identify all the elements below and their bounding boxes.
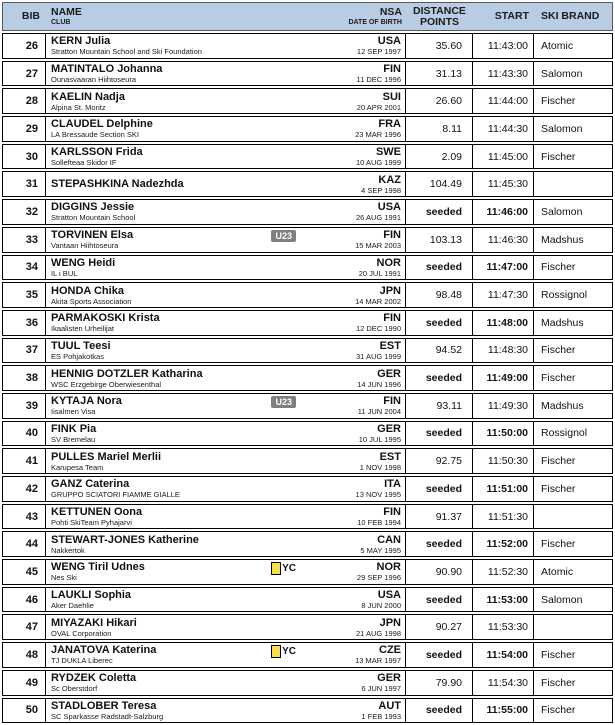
u23-badge: U23 xyxy=(271,230,296,242)
athlete-cell xyxy=(46,643,406,667)
ski-brand: Rossignol xyxy=(541,427,588,440)
nsa-code: AUT xyxy=(378,699,401,712)
nsa-header-label: NSA xyxy=(379,5,402,18)
athlete-name: KAELIN Nadja xyxy=(51,90,125,103)
distance-points: seeded xyxy=(406,699,473,723)
ski-brand xyxy=(534,505,612,529)
date-of-birth: 29 SEP 1996 xyxy=(356,573,401,583)
athlete-cell xyxy=(46,339,406,363)
bib-header-label: BIB xyxy=(21,10,40,22)
athlete-name: KARLSSON Frida xyxy=(51,146,143,159)
ski-brand: Fischer xyxy=(541,372,576,385)
ski-brand: Rossignol xyxy=(541,289,588,302)
athlete-name: DIGGINS Jessie xyxy=(51,201,135,214)
ski-brand: Fischer xyxy=(541,455,576,468)
start-time: 11:54:30 xyxy=(473,671,534,695)
table-row xyxy=(2,448,613,474)
nsa-code: FIN xyxy=(383,63,401,76)
athlete-name: WENG Heidi xyxy=(51,256,116,269)
athlete-cell xyxy=(46,588,406,612)
athlete-club: WSC Erzgebirge Oberwiesenthal xyxy=(51,379,162,389)
distance-points: 103.13 xyxy=(406,228,473,252)
athlete-name: HENNIG DOTZLER Katharina xyxy=(51,367,203,380)
yc-badge xyxy=(271,645,296,658)
ski-brand: Madshus xyxy=(541,316,584,329)
athlete-club: IL i BUL xyxy=(51,268,78,278)
yc-badge-label: YC xyxy=(282,646,296,658)
nsa-code: FIN xyxy=(383,506,401,519)
athlete-cell xyxy=(46,172,406,196)
badge-slot xyxy=(271,562,296,575)
athlete-cell xyxy=(46,366,406,390)
athlete-name: KYTAJA Nora xyxy=(51,395,122,408)
athlete-cell xyxy=(46,449,406,473)
distance-points: 92.75 xyxy=(406,449,473,473)
athlete-club: Sc Oberstdorf xyxy=(51,684,98,694)
bib-number: 33 xyxy=(3,228,46,252)
bib-number: 44 xyxy=(3,532,46,556)
date-of-birth: 31 AUG 1999 xyxy=(355,351,401,361)
ski-brand: Fischer xyxy=(541,648,576,661)
athlete-cell xyxy=(46,34,406,58)
table-row xyxy=(2,171,613,197)
date-of-birth: 10 JUL 1995 xyxy=(358,434,401,444)
athlete-name: HONDA Chika xyxy=(51,284,124,297)
bib-number: 36 xyxy=(3,311,46,335)
ski-brand: Fischer xyxy=(541,676,576,689)
bib-number: 34 xyxy=(3,256,46,280)
nsa-code: FRA xyxy=(378,118,401,131)
start-list-table xyxy=(2,2,613,723)
athlete-club: Ounasvaaran Hiihtoseura xyxy=(51,75,137,85)
bib-number: 38 xyxy=(3,366,46,390)
start-time: 11:44:00 xyxy=(473,89,534,113)
yellow-card-icon xyxy=(271,645,281,658)
athlete-cell xyxy=(46,699,406,723)
date-of-birth: 15 MAR 2003 xyxy=(355,241,401,251)
bib-number: 26 xyxy=(3,34,46,58)
table-row xyxy=(2,614,613,640)
yc-badge xyxy=(271,562,296,575)
bib-number: 41 xyxy=(3,449,46,473)
ski-brand: Madshus xyxy=(541,233,584,246)
table-row xyxy=(2,393,613,419)
distance-points: 90.90 xyxy=(406,560,473,584)
athlete-cell xyxy=(46,62,406,86)
yc-badge-label: YC xyxy=(282,563,296,575)
distance-points: 79.90 xyxy=(406,671,473,695)
ski-brand: Salomon xyxy=(541,122,583,135)
athlete-cell xyxy=(46,256,406,280)
bib-number: 45 xyxy=(3,560,46,584)
nsa-code: SWE xyxy=(375,146,401,159)
ski-brand: Fischer xyxy=(541,482,576,495)
ski-brand: Salomon xyxy=(541,67,583,80)
athlete-cell xyxy=(46,505,406,529)
start-time: 11:53:00 xyxy=(473,588,534,612)
athlete-club: Sollefteaa Skidor IF xyxy=(51,158,117,168)
table-row xyxy=(2,255,613,281)
table-row xyxy=(2,421,613,447)
bib-number: 27 xyxy=(3,62,46,86)
table-row xyxy=(2,698,613,724)
bib-number: 42 xyxy=(3,477,46,501)
athlete-cell xyxy=(46,422,406,446)
nsa-code: GER xyxy=(377,422,401,435)
date-of-birth: 14 MAR 2002 xyxy=(355,296,401,306)
bib-number: 31 xyxy=(3,172,46,196)
badge-slot xyxy=(271,396,296,408)
distance-points: seeded xyxy=(406,256,473,280)
athlete-cell xyxy=(46,560,406,584)
start-time: 11:46:30 xyxy=(473,228,534,252)
ski-brand: Fischer xyxy=(541,261,576,274)
athlete-cell xyxy=(46,477,406,501)
table-row xyxy=(2,33,613,59)
date-of-birth: 10 FEB 1994 xyxy=(357,518,401,528)
athlete-club: Vantaan Hiihtoseura xyxy=(51,241,119,251)
start-header-label: START xyxy=(494,10,529,22)
badge-slot xyxy=(271,230,296,242)
athlete-club: Iisalmen Visa xyxy=(51,407,96,417)
date-of-birth: 1 FEB 1993 xyxy=(361,711,401,721)
athlete-name: JANATOVA Katerina xyxy=(51,644,157,657)
table-row xyxy=(2,61,613,87)
date-of-birth: 8 JUN 2000 xyxy=(361,601,401,611)
start-time: 11:50:00 xyxy=(473,422,534,446)
distance-points: 2.09 xyxy=(406,145,473,169)
athlete-name: STEWART-JONES Katherine xyxy=(51,533,199,546)
nsa-code: NOR xyxy=(376,561,401,574)
start-time: 11:49:00 xyxy=(473,366,534,390)
nsa-code: GER xyxy=(377,672,401,685)
bib-number: 30 xyxy=(3,145,46,169)
nsa-code: SUI xyxy=(382,90,401,103)
table-row xyxy=(2,144,613,170)
distance-points: seeded xyxy=(406,311,473,335)
athlete-cell xyxy=(46,89,406,113)
distance-points: seeded xyxy=(406,200,473,224)
distance-points: seeded xyxy=(406,588,473,612)
date-of-birth: 11 JUN 2004 xyxy=(357,407,401,417)
nsa-code: ITA xyxy=(384,478,401,491)
ski-brand: Fischer xyxy=(541,344,576,357)
date-of-birth: 23 MAR 1996 xyxy=(355,130,401,140)
table-row xyxy=(2,365,613,391)
distance-points: 90.27 xyxy=(406,615,473,639)
bib-number: 50 xyxy=(3,699,46,723)
nsa-code: EST xyxy=(379,339,401,352)
date-of-birth: 21 AUG 1998 xyxy=(355,628,401,638)
table-header xyxy=(2,2,613,31)
distance-points-header-line1: DISTANCE xyxy=(413,4,466,17)
athlete-cell xyxy=(46,394,406,418)
athlete-club: TJ DUKLA Liberec xyxy=(51,656,113,666)
athlete-name: MIYAZAKI Hikari xyxy=(51,616,137,629)
athlete-cell xyxy=(46,200,406,224)
date-of-birth: 14 JUN 1996 xyxy=(357,379,401,389)
nsa-code: USA xyxy=(377,201,401,214)
start-time: 11:51:00 xyxy=(473,477,534,501)
athlete-cell xyxy=(46,671,406,695)
start-time: 11:43:30 xyxy=(473,62,534,86)
athlete-cell xyxy=(46,145,406,169)
athlete-club: SV Bremelau xyxy=(51,434,96,444)
table-row xyxy=(2,476,613,502)
distance-points: seeded xyxy=(406,366,473,390)
nsa-code: CZE xyxy=(379,644,401,657)
nsa-code: FIN xyxy=(383,229,401,242)
ski-brand: Fischer xyxy=(541,150,576,163)
athlete-name: CLAUDEL Delphine xyxy=(51,118,153,131)
athlete-name: PULLES Mariel Merlii xyxy=(51,450,162,463)
ski-brand: Madshus xyxy=(541,399,584,412)
athlete-club: OVAL Corporation xyxy=(51,628,112,638)
athlete-club: Pohti SkiTeam Pyhajarvi xyxy=(51,518,132,528)
athlete-club: Nakkertok xyxy=(51,545,85,555)
start-time: 11:48:30 xyxy=(473,339,534,363)
distance-points: 94.52 xyxy=(406,339,473,363)
table-row xyxy=(2,338,613,364)
table-row xyxy=(2,116,613,142)
athlete-name: TUUL Teesi xyxy=(51,339,111,352)
athlete-name: WENG Tiril Udnes xyxy=(51,561,145,574)
bib-number: 40 xyxy=(3,422,46,446)
nsa-code: EST xyxy=(379,450,401,463)
athlete-club: Aker Daehlie xyxy=(51,601,94,611)
bib-number: 48 xyxy=(3,643,46,667)
athlete-name: GANZ Caterina xyxy=(51,478,130,491)
table-row xyxy=(2,559,613,585)
athlete-cell xyxy=(46,532,406,556)
date-of-birth: 11 DEC 1996 xyxy=(356,75,401,85)
nsa-code: JPN xyxy=(379,284,401,297)
nsa-code: USA xyxy=(377,589,401,602)
athlete-cell xyxy=(46,228,406,252)
bib-number: 35 xyxy=(3,283,46,307)
nsa-code: FIN xyxy=(383,312,401,325)
athlete-club: ES Pohjakotkas xyxy=(51,351,104,361)
athlete-club: SC Sparkasse Radstadt-Salzburg xyxy=(51,711,164,721)
column-header-start xyxy=(473,3,534,30)
athlete-name: KERN Julia xyxy=(51,35,111,48)
distance-points: 31.13 xyxy=(406,62,473,86)
date-of-birth: 20 APR 2001 xyxy=(356,102,401,112)
nsa-code: USA xyxy=(377,35,401,48)
athlete-club: LA Bressaude Section SKI xyxy=(51,130,139,140)
distance-points: seeded xyxy=(406,477,473,501)
ski-brand: Fischer xyxy=(541,95,576,108)
start-time: 11:49:30 xyxy=(473,394,534,418)
bib-number: 47 xyxy=(3,615,46,639)
bib-number: 46 xyxy=(3,588,46,612)
start-time: 11:47:00 xyxy=(473,256,534,280)
date-of-birth: 4 SEP 1998 xyxy=(361,185,401,195)
athlete-cell xyxy=(46,615,406,639)
start-time: 11:52:30 xyxy=(473,560,534,584)
bib-number: 49 xyxy=(3,671,46,695)
date-of-birth: 1 NOV 1998 xyxy=(359,462,401,472)
distance-points: seeded xyxy=(406,643,473,667)
athlete-cell xyxy=(46,117,406,141)
table-row xyxy=(2,670,613,696)
athlete-club: Karupesa Team xyxy=(51,462,104,472)
distance-points: seeded xyxy=(406,532,473,556)
nsa-code: FIN xyxy=(383,395,401,408)
start-time: 11:45:30 xyxy=(473,172,534,196)
table-row xyxy=(2,88,613,114)
bib-number: 43 xyxy=(3,505,46,529)
nsa-code: NOR xyxy=(376,256,401,269)
table-row xyxy=(2,282,613,308)
ski-brand: Atomic xyxy=(541,39,574,52)
ski-brand: Fischer xyxy=(541,538,576,551)
column-header-name-nsa xyxy=(46,3,406,30)
date-of-birth: 10 AUG 1999 xyxy=(355,158,401,168)
table-row xyxy=(2,587,613,613)
athlete-name: FINK Pia xyxy=(51,422,97,435)
start-time: 11:51:30 xyxy=(473,505,534,529)
table-row xyxy=(2,531,613,557)
start-time: 11:55:00 xyxy=(473,699,534,723)
u23-badge: U23 xyxy=(271,396,296,408)
athlete-name: PARMAKOSKI Krista xyxy=(51,312,160,325)
nsa-code: GER xyxy=(377,367,401,380)
athlete-club: Alpina St. Moritz xyxy=(51,102,106,112)
start-time: 11:52:00 xyxy=(473,532,534,556)
athlete-name: STEPASHKINA Nadezhda xyxy=(51,178,184,191)
date-of-birth: 13 MAR 1997 xyxy=(355,656,401,666)
name-header-label: NAME xyxy=(51,5,82,18)
date-of-birth: 12 SEP 1997 xyxy=(356,47,401,57)
athlete-club: Stratton Mountain School xyxy=(51,213,136,223)
table-row xyxy=(2,642,613,668)
table-row xyxy=(2,310,613,336)
distance-points: 26.60 xyxy=(406,89,473,113)
nsa-code: KAZ xyxy=(378,173,401,186)
table-row xyxy=(2,227,613,253)
bib-number: 39 xyxy=(3,394,46,418)
distance-points: 98.48 xyxy=(406,283,473,307)
distance-points: 91.37 xyxy=(406,505,473,529)
start-time: 11:46:00 xyxy=(473,200,534,224)
column-header-bib xyxy=(3,3,46,30)
nsa-code: JPN xyxy=(379,616,401,629)
start-time: 11:45:00 xyxy=(473,145,534,169)
distance-points: 104.49 xyxy=(406,172,473,196)
ski-brand: Atomic xyxy=(541,565,574,578)
athlete-name: TORVINEN Elsa xyxy=(51,229,134,242)
distance-points: 35.60 xyxy=(406,34,473,58)
column-header-ski-brand xyxy=(534,3,612,30)
athlete-club: Nes Ski xyxy=(51,573,77,583)
bib-number: 37 xyxy=(3,339,46,363)
column-header-distance-points xyxy=(406,3,473,30)
athlete-name: KETTUNEN Oona xyxy=(51,506,143,519)
athlete-cell xyxy=(46,283,406,307)
ski-brand: Salomon xyxy=(541,593,583,606)
athlete-club: Akita Sports Association xyxy=(51,296,132,306)
table-body xyxy=(2,33,613,723)
athlete-name: MATINTALO Johanna xyxy=(51,63,163,76)
table-row xyxy=(2,199,613,225)
athlete-club: Stratton Mountain School and Ski Foundation xyxy=(51,47,202,57)
athlete-name: LAUKLI Sophia xyxy=(51,589,132,602)
table-row xyxy=(2,504,613,530)
start-time: 11:53:30 xyxy=(473,615,534,639)
distance-points: seeded xyxy=(406,422,473,446)
distance-points-header-line2: POINTS xyxy=(419,15,460,28)
date-of-birth-header-label: DATE OF BIRTH xyxy=(348,18,402,26)
start-time: 11:50:30 xyxy=(473,449,534,473)
start-time: 11:43:00 xyxy=(473,34,534,58)
club-header-label: CLUB xyxy=(51,18,71,26)
ski-brand: Fischer xyxy=(541,704,576,717)
nsa-code: CAN xyxy=(377,533,401,546)
athlete-club: GRUPPO SCIATORI FIAMME GIALLE xyxy=(51,490,180,500)
date-of-birth: 20 JUL 1991 xyxy=(358,268,401,278)
start-time: 11:47:30 xyxy=(473,283,534,307)
date-of-birth: 13 NOV 1995 xyxy=(355,490,401,500)
date-of-birth: 12 DEC 1990 xyxy=(355,324,401,334)
date-of-birth: 26 AUG 1991 xyxy=(355,213,401,223)
date-of-birth: 5 MAY 1995 xyxy=(360,545,401,555)
distance-points: 93.11 xyxy=(406,394,473,418)
athlete-name: STADLOBER Teresa xyxy=(51,699,157,712)
date-of-birth: 6 JUN 1997 xyxy=(361,684,401,694)
bib-number: 32 xyxy=(3,200,46,224)
ski-brand-header-label: SKI BRAND xyxy=(541,10,600,22)
start-time: 11:48:00 xyxy=(473,311,534,335)
ski-brand xyxy=(534,615,612,639)
bib-number: 29 xyxy=(3,117,46,141)
distance-points: 8.11 xyxy=(406,117,473,141)
start-time: 11:44:30 xyxy=(473,117,534,141)
badge-slot xyxy=(271,645,296,658)
athlete-cell xyxy=(46,311,406,335)
athlete-name: RYDZEK Coletta xyxy=(51,672,137,685)
ski-brand xyxy=(534,172,612,196)
yellow-card-icon xyxy=(271,562,281,575)
athlete-club: Ikaalisten Urheilijat xyxy=(51,324,114,334)
ski-brand: Salomon xyxy=(541,205,583,218)
bib-number: 28 xyxy=(3,89,46,113)
start-time: 11:54:00 xyxy=(473,643,534,667)
